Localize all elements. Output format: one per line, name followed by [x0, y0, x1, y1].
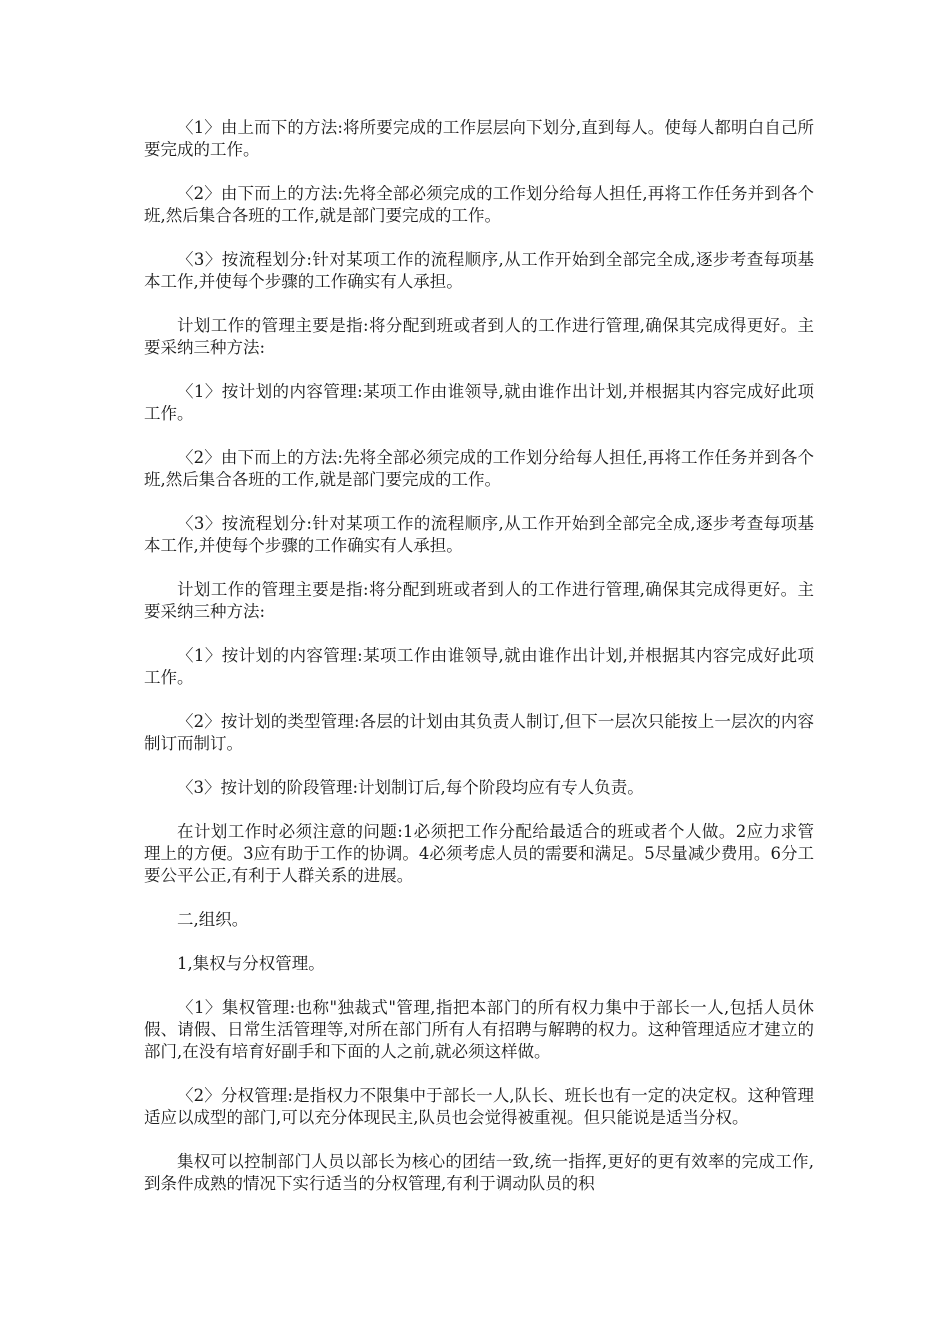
paragraph-plan-content: 〈1〉按计划的内容管理:某项工作由谁领导,就由谁作出计划,并根据其内容完成好此项工作。 — [144, 382, 814, 423]
section-heading-organization: 二,组织。 — [177, 910, 249, 929]
paragraph-method-top-down: 〈1〉由上而下的方法:将所要完成的工作层层向下划分,直到每人。使每人都明白自己所要完成的工作。 — [144, 118, 814, 159]
paragraph-plan-content-repeat: 〈1〉按计划的内容管理:某项工作由谁领导,就由谁作出计划,并根据其内容完成好此项工作。 — [144, 646, 814, 687]
document-body — [144, 117, 814, 1217]
paragraph-method-process-repeat: 〈3〉按流程划分:针对某项工作的流程顺序,从工作开始到全部完全成,逐步考查每项基本工作,并使每个步骤的工作确实有人承担。 — [144, 514, 814, 555]
paragraph-planning-notes: 在计划工作时必须注意的问题:1必须把工作分配给最适合的班或者个人做。2应力求管理上的方便。3应有助于工作的协调。4必须考虑人员的需要和满足。5尽量减少费用。6分工要公平公正,有利于人群关系的进展。 — [144, 822, 814, 885]
paragraph-method-process: 〈3〉按流程划分:针对某项工作的流程顺序,从工作开始到全部完全成,逐步考查每项基本工作,并使每个步骤的工作确实有人承担。 — [144, 250, 814, 291]
paragraph-method-bottom-up-repeat: 〈2〉由下而上的方法:先将全部必须完成的工作划分给每人担任,再将工作任务并到各个班,然后集合各班的工作,就是部门要完成的工作。 — [144, 448, 814, 489]
paragraph-decentralized-management: 〈2〉分权管理:是指权力不限集中于部长一人,队长、班长也有一定的决定权。这种管理适应以成型的部门,可以充分体现民主,队员也会觉得被重视。但只能说是适当分权。 — [144, 1086, 814, 1127]
paragraph-centralization-summary: 集权可以控制部门人员以部长为核心的团结一致,统一指挥,更好的更有效率的完成工作,到条件成熟的情况下实行适当的分权管理,有利于调动队员的积 — [144, 1152, 814, 1193]
paragraph-plan-type: 〈2〉按计划的类型管理:各层的计划由其负责人制订,但下一层次只能按上一层次的内容制订而制订。 — [144, 712, 814, 753]
subsection-heading-centralization: 1,集权与分权管理。 — [177, 954, 325, 973]
paragraph-plan-management-intro: 计划工作的管理主要是指:将分配到班或者到人的工作进行管理,确保其完成得更好。主要采纳三种方法: — [144, 316, 814, 357]
paragraph-plan-stage: 〈3〉按计划的阶段管理:计划制订后,每个阶段均应有专人负责。 — [177, 778, 644, 797]
paragraph-centralized-management: 〈1〉集权管理:也称"独裁式"管理,指把本部门的所有权力集中于部长一人,包括人员休假、请假、日常生活管理等,对所在部门所有人有招聘与解聘的权力。这种管理适应才建立的部门,在没有培育好副手和下面的人之前,就必须这样做。 — [144, 998, 814, 1061]
paragraph-plan-management-intro-repeat: 计划工作的管理主要是指:将分配到班或者到人的工作进行管理,确保其完成得更好。主要采纳三种方法: — [144, 580, 814, 621]
paragraph-method-bottom-up: 〈2〉由下而上的方法:先将全部必须完成的工作划分给每人担任,再将工作任务并到各个班,然后集合各班的工作,就是部门要完成的工作。 — [144, 184, 814, 225]
